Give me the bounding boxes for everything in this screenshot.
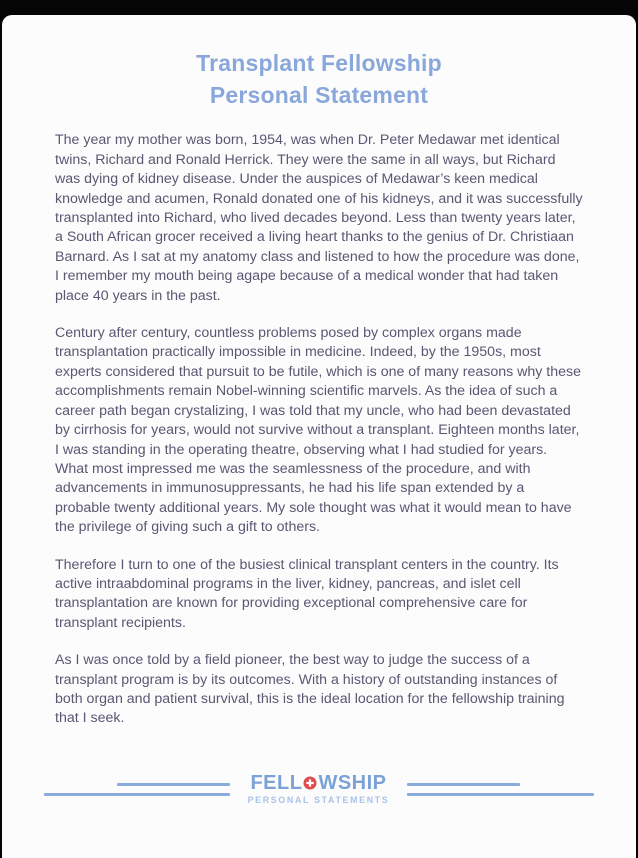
brand-text-prefix: FELL [250, 772, 303, 795]
left-divider-lines [44, 783, 230, 796]
page-title-line-1: Transplant Fellowship [196, 50, 442, 77]
page-title-line-2: Personal Statement [209, 82, 429, 109]
right-divider-lines [407, 783, 594, 796]
footer-brand-band [2, 773, 636, 805]
statement-paragraph: Therefore I turn to one of the busiest clinical transplant centers in the country. Its active intraabdominal programs in the liver, kidney, pancreas, and islet cell transplantation are known for providing exceptional comprehensive care for transplant recipients. [55, 556, 559, 631]
brand-text-suffix: WSHIP [318, 772, 387, 795]
divider-line [117, 783, 230, 786]
statement-paragraph: Century after century, countless problems posed by complex organs made transplantation practically impossible in medicine. Indeed, by the 1950s, most experts considered that pursuit to be futile, which is one of many reasons why these accomplishments remain Nobel-winning scientific marvels. As the idea of such a career path began crystalizing, I was told that my uncle, who had been devastated by cirrhosis for years, would not survive without a transplant. Eighteen months later, I was standing in the operating theatre, observing what I had studied for years. What most impressed me was the seamlessness of the procedure, and with advancements in immunosuppressants, he had his life span extended by a probable twenty additional years. My sole thought was what it would mean to have the privilege of giving such a gift to others. [55, 325, 582, 536]
brand-logo [248, 773, 390, 805]
divider-line [407, 793, 594, 796]
divider-line [44, 793, 230, 796]
divider-line [407, 783, 520, 786]
medical-cross-icon [303, 776, 317, 790]
document-page [2, 15, 636, 858]
statement-body [55, 131, 583, 728]
statement-paragraph: The year my mother was born, 1954, was when Dr. Peter Medawar met identical twins, Richard and Ronald Herrick. They were the same in all ways, but Richard was dying of kidney disease. Under the auspices of Medawar’s keen medical knowledge and acumen, Ronald donated one of his kidneys, and it was successfully transplanted into Richard, who lived decades beyond. Less than twenty years later, a South African grocer received a living heart thanks to the genius of Dr. Christiaan Barnard. As I sat at my anatomy class and listened to how the procedure was done, I remember my mouth being agape because of a medical wonder that had taken place 40 years in the past. [55, 132, 583, 304]
brand-wordmark [248, 773, 390, 793]
statement-paragraph: As I was once told by a field pioneer, the best way to judge the success of a transplant program is by its outcomes. With a history of outstanding instances of both organ and patient survival, this is the ideal location for the fellowship training that I seek. [55, 652, 565, 727]
brand-tagline: PERSONAL STATEMENTS [247, 795, 390, 806]
page-title [2, 15, 636, 111]
